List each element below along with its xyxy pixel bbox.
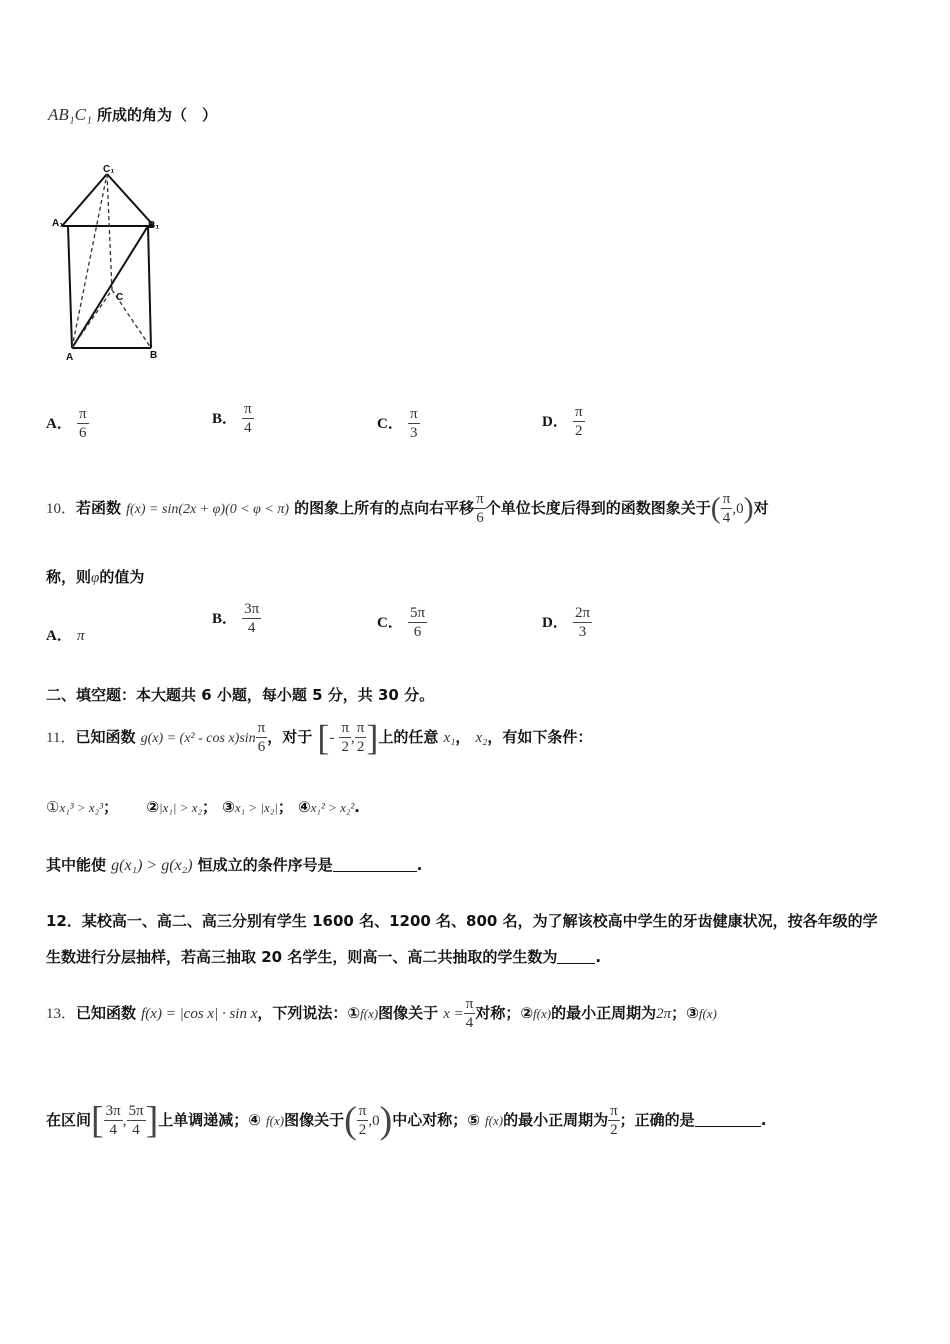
q10-option-a[interactable]: A． π — [46, 628, 85, 644]
section2-title: 二、填空题：本大题共 6 小题，每小题 5 分，共 30 分。 — [46, 686, 435, 704]
q12-answer-blank[interactable] — [557, 963, 595, 964]
q10-line1: 10．若函数 f(x) = sin(2x + φ)(0 < φ < π) 的图象上所有的点向右平移 $\frac{\pi}{6}$ 个单位长度后得到的函数图象关于( $\frac{\pi}{4}$ ,0)对 — [46, 491, 769, 526]
q13-function: f(x) = |cos x| · sin x — [141, 1006, 258, 1022]
q11-answer-blank[interactable] — [333, 871, 417, 872]
q9-option-c-value: $\frac{\pi}{3}$ — [409, 406, 418, 441]
edge-aa1 — [68, 226, 72, 348]
q9-question-tail — [48, 104, 217, 125]
q13-line2: 在区间[ $\frac{3\pi}{4}$ , $\frac{5\pi}{4}$ ]上单调递减；④ f(x)图像关于( $\frac{\pi}{2}$ ,0)中心对称；⑤ f(x)的最小正周期为 $\frac{\pi}{2}$ ；正确的是 . — [46, 1099, 767, 1142]
q10-phi: φ — [91, 570, 100, 586]
q9-option-d[interactable]: D． $\frac{\pi}{2}$ — [542, 404, 583, 439]
label-a1: A₁ — [52, 218, 64, 229]
label-c1: C₁ — [103, 164, 115, 175]
q11-conditions: ①x₁³ > x₂³； ②|x₁| > x₂； ③x₁ > |x₂|； ④x₁² > x₂². — [46, 798, 360, 816]
q12-line1: 12．某校高一、高二、高三分别有学生 1600 名、1200 名、800 名，为了解该校高中学生的牙齿健康状况，按各年级的学 — [46, 912, 878, 930]
q10-number: 10． — [46, 501, 77, 517]
q13-answer-blank[interactable] — [695, 1126, 761, 1127]
q13-number: 13． — [46, 1006, 77, 1022]
q10-option-c[interactable]: C． $\frac{5\pi}{6}$ — [377, 605, 426, 640]
q11-number: 11． — [46, 730, 76, 746]
edge-a1c1 — [62, 174, 107, 226]
q10-option-d[interactable]: D． $\frac{2\pi}{3}$ — [542, 605, 591, 640]
q9-option-d-value: $\frac{\pi}{2}$ — [574, 404, 583, 439]
q11-function: g(x) = (x² - cos x)sin — [140, 731, 256, 746]
q10-function: f(x) = sin(2x + φ)(0 < φ < π) — [126, 502, 290, 517]
q12-line2: 生数进行分层抽样，若高三抽取 20 名学生，则高一、高二共抽取的学生数为 . — [46, 948, 602, 966]
q9-option-b-value: $\frac{\pi}{4}$ — [244, 401, 252, 436]
q11-condition-1: x₁³ > x₂³ — [59, 800, 104, 815]
q9-option-a[interactable]: A． $\frac{\pi}{6}$ — [46, 406, 87, 441]
q9-option-b[interactable]: B． $\frac{\pi}{4}$ — [212, 401, 252, 436]
q11-line3: 其中能使 g(x₁) > g(x₂) 恒成立的条件序号是 . — [46, 856, 423, 874]
q11-line1: 11．已知函数 g(x) = (x² - cos x)sin $\frac{\pi}{6}$ ，对于 [- $\frac{\pi}{2}$ , $\frac{\pi}{2}$ ]上的任意 x₁， x₂，有如下条件： — [46, 717, 593, 758]
q10-option-b-value: $\frac{3\pi}{4}$ — [244, 601, 260, 636]
q11-condition-4: x₁² > x₂² — [310, 800, 355, 815]
label-b1: B₁ — [148, 220, 160, 231]
edge-b1c1 — [107, 174, 154, 226]
label-a: A — [66, 352, 74, 363]
edge-cc1 — [107, 174, 112, 290]
q9-option-a-value: $\frac{\pi}{6}$ — [78, 406, 87, 441]
q10-shift: $\frac{\pi}{6}$ — [476, 491, 484, 526]
q11-condition-2: |x₁| > x₂ — [159, 800, 203, 815]
q10-option-c-value: $\frac{5\pi}{6}$ — [409, 605, 426, 640]
q11-inequality: g(x₁) > g(x₂) — [111, 857, 193, 874]
edge-bb1 — [148, 226, 151, 348]
prism-figure — [48, 160, 198, 365]
q10-option-a-value: π — [76, 628, 85, 644]
q10-option-b[interactable]: B． $\frac{3\pi}{4}$ — [212, 601, 260, 636]
q9-option-c[interactable]: C． $\frac{\pi}{3}$ — [377, 406, 418, 441]
q13-line1: 13．已知函数 f(x) = |cos x| · sin x，下列说法：①f(x)图像关于 x = $\frac{\pi}{4}$ 对称；②f(x)的最小正周期为2π；③f(x) — [46, 996, 717, 1031]
label-b: B — [150, 350, 158, 361]
q10-line2: 称，则φ的值为 — [46, 568, 145, 586]
q10-option-d-value: $\frac{2\pi}{3}$ — [574, 605, 591, 640]
q9-tail-text: 所成的角为（ ） — [97, 106, 218, 124]
q9-plane-name: AB₁C₁ — [48, 105, 92, 124]
q10-point: $\frac{\pi}{4}$ — [722, 491, 731, 526]
label-c: C — [116, 292, 124, 303]
q11-condition-3: x₁ > |x₂| — [234, 800, 278, 815]
